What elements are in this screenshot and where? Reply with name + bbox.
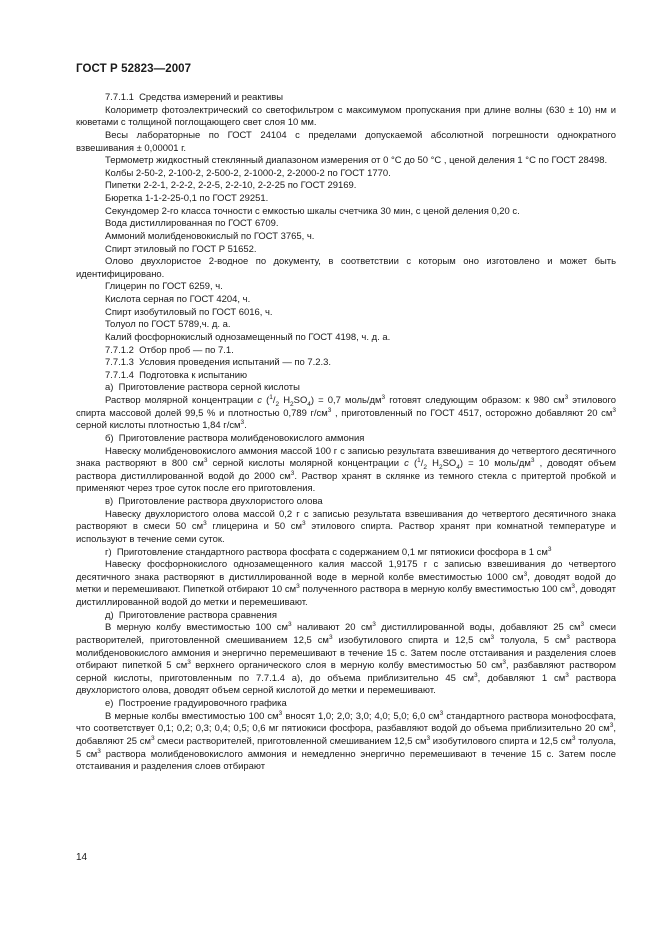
paragraph: Олово двухлористое 2-водное по документу, в соответствии с которым оно изготовлено и может быть идентифицировано. bbox=[76, 256, 616, 280]
paragraph: Весы лабораторные по ГОСТ 24104 с пределами допускаемой абсолютной погрешности однократного взвешивания ± 0,00001 г. bbox=[76, 129, 616, 154]
paragraph: Колбы 2-50-2, 2-100-2, 2-500-2, 2-1000-2, 2-2000-2 по ГОСТ 1770. bbox=[105, 167, 391, 179]
paragraph: В мерную колбу вместимостью 100 $см^3$ наливают 20 $см^3$ дистиллированной воды, добавляют 25 $см^3$ смеси растворителей, приготовленной смешиванием 12,5 $см^3$ изобутилового спирта и 12,5 $см^3$ толуола, 5 $см^3$ раствора молибденовокислого аммония и энергично перемешивают в течение 15 с. Затем после отстаивания и разделения слоев отбирают пипеткой 5 $см^3$ верхнего органического слоя в мерную колбу вместимостью 50 $см^3$, разбавляют раствором серной кислоты, приготовленным по 7.7.1.4 а), до объема приблизительно 45 $см^3$, добавляют 1 $см^3$ раствора двухлористого олова, доводят объем серной кислотой до метки и перемешивают. bbox=[76, 621, 616, 697]
paragraph: Бюретка 1-1-2-25-0,1 по ГОСТ 29251. bbox=[105, 193, 269, 204]
paragraph: 7.7.1.2 Отбор проб — по 7.1. bbox=[105, 344, 234, 356]
paragraph: Навеску двухлористого олова массой 0,2 г с записью результата взвешивания до четвертого десятичного знака растворяют в смеси 50 $см^3$ глицерина и 50 $см^3$ этилового спирта. Раствор хранят при комнатной температуре и используют в течение семи суток. bbox=[76, 508, 616, 545]
paragraph: Секундомер 2-го класса точности с емкостью шкалы счетчика 30 мин, с ценой деления 0,20 с. bbox=[105, 205, 520, 217]
paragraph: Аммоний молибденовокислый по ГОСТ 3765, ч. bbox=[105, 230, 315, 242]
paragraph: Калий фосфорнокислый однозамещенный по ГОСТ 4198, ч. д. а. bbox=[105, 331, 391, 343]
paragraph: В мерные колбы вместимостью 100 $см^3$ вносят 1,0; 2,0; 3,0; 4,0; 5,0; 6,0 $см^3$ стандартного раствора монофосфата, что соответствует 0,1; 0,2; 0,3; 0,4; 0,5; 0,6 мг пятиокиси фосфора, разбавляют водой до объема приблизительно 20 $см^3$, добавляют 25 $см^3$ смеси растворителей, приготовленной смешиванием 12,5 $см^3$ изобутилового спирта и 12,5 $см^3$ толуола, 5 $см^3$ раствора молибденовокислого аммония и немедленно энергично перемешивают в течение 15 с. Затем после отстаивания и разделения слоев отбирают bbox=[76, 709, 617, 773]
paragraph: Вода дистиллированная по ГОСТ 6709. bbox=[105, 218, 279, 230]
paragraph: а) Приготовление раствора серной кислоты bbox=[105, 382, 300, 394]
paragraph: д) Приготовление раствора сравнения bbox=[105, 609, 277, 621]
paragraph: г) Приготовление стандартного раствора фосфата с содержанием 0,1 мг пятиокиси фосфора в 1 $см^3$ bbox=[105, 545, 552, 558]
paragraph: е) Построение градуировочного графика bbox=[105, 698, 287, 709]
paragraph: Навеску молибденовокислого аммония массой 100 г с записью результата взвешивания до четвертого десятичного знака растворяют в 800 $см^3$ серной кислоты молярной концентрации с ($^1/_2$ $Н_2SО_4) = 10$ моль/$дм^3$ , доводят объем раствора дистиллированной водой до 2000 $см^3$. Раствор хранят в склянке из темного стекла с притертой пробкой и применяют через трое суток после его приготовления. bbox=[76, 445, 617, 495]
paragraph: Спирт этиловый по ГОСТ Р 51652. bbox=[105, 243, 257, 255]
paragraph: Навеску фосфорнокислого однозамещенного калия массой 1,9175 г с записью взвешивания до четвертого десятичного знака растворяют в дистиллированной воде в мерной колбе вместимостью 1000 $см^3$, доводят водой до метки и перемешивают. Пипеткой отбирают 10 $см^3$ полученного раствора в мерную колбу вместимостью 100 $см^3$, доводят дистиллированной водой до метки и перемешивают. bbox=[76, 559, 617, 608]
paragraph: Раствор молярной концентрации с ($^1/_2$ $Н_2SО_4) = 0,7$ моль/$дм^3$ готовят следующим образом: к 980 $см^3$ этилового спирта массовой долей 99,5 % и плотностью 0,789 $г/см^3$ , приготовленный по ГОСТ 4517, осторожно добавляют 20 $см^3$ серной кислоты плотностью 1,84 $г/см^3$. bbox=[76, 393, 616, 432]
page-number: 14 bbox=[76, 852, 88, 863]
paragraph: Пипетки 2-2-1, 2-2-2, 2-2-5, 2-2-10, 2-2-25 по ГОСТ 29169. bbox=[105, 180, 357, 192]
paragraph: Колориметр фотоэлектрический со светофильтром с максимумом пропускания при длине волны (630 ± 10) нм и кюветами с толщиной поглощающего свет слоя 10 мм. bbox=[76, 104, 616, 129]
paragraph: Глицерин по ГОСТ 6259, ч. bbox=[105, 281, 223, 293]
paragraph: Спирт изобутиловый по ГОСТ 6016, ч. bbox=[105, 306, 273, 318]
paragraph: б) Приготовление раствора молибденовокислого аммония bbox=[105, 432, 365, 444]
document-body bbox=[76, 92, 616, 774]
paragraph: Термометр жидкостный стеклянный диапазоном измерения от 0 °С до 50 °С , ценой деления 1 °С по ГОСТ 28498. bbox=[105, 155, 608, 167]
paragraph: 7.7.1.4 Подготовка к испытанию bbox=[105, 369, 248, 381]
paragraph: Кислота серная по ГОСТ 4204, ч. bbox=[105, 294, 251, 305]
document-header: ГОСТ Р 52823—2007 bbox=[76, 63, 192, 75]
paragraph: в) Приготовление раствора двухлористого олова bbox=[105, 496, 323, 507]
paragraph: 7.7.1.3 Условия проведения испытаний — по 7.2.3. bbox=[105, 357, 331, 369]
paragraph: 7.7.1.1 Средства измерений и реактивы bbox=[105, 92, 284, 103]
paragraph: Толуол по ГОСТ 5789,ч. д. а. bbox=[105, 319, 231, 331]
